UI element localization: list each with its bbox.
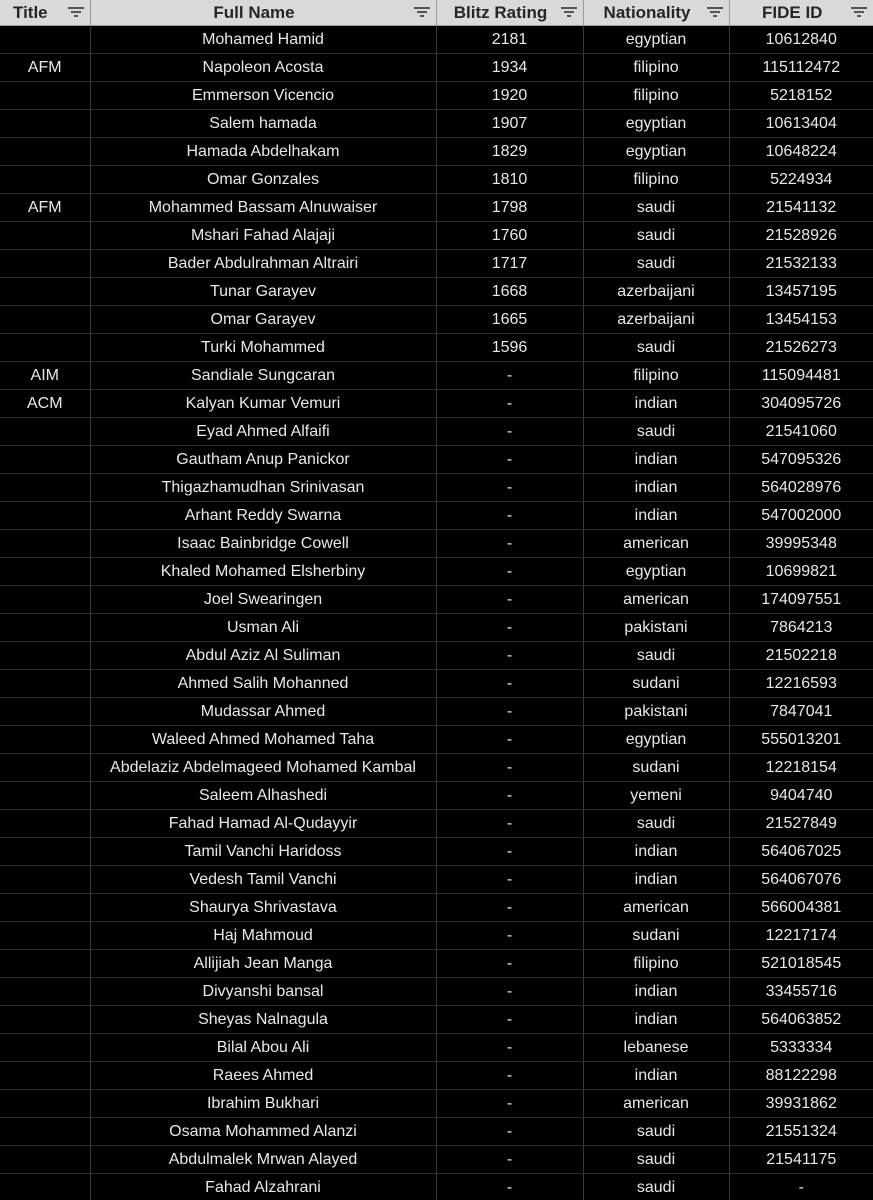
title-cell[interactable] (0, 1146, 90, 1174)
filter-icon-graphic (561, 5, 577, 19)
nationality-cell[interactable]: sudani (583, 754, 729, 782)
column-header-full-name[interactable] (90, 0, 436, 26)
fide-id-cell[interactable]: 39931862 (729, 1090, 873, 1118)
filter-icon[interactable] (414, 5, 430, 19)
title-cell[interactable] (0, 1174, 90, 1200)
blitz-rating-cell[interactable]: - (436, 1174, 583, 1200)
table-row (0, 1174, 873, 1200)
blitz-rating-cell[interactable]: - (436, 418, 583, 446)
blitz-rating-cell[interactable]: - (436, 810, 583, 838)
nationality-cell[interactable]: saudi (583, 418, 729, 446)
nationality-cell[interactable]: saudi (583, 810, 729, 838)
fide-id-cell[interactable]: - (729, 1174, 873, 1200)
table-row (0, 950, 873, 978)
blitz-rating-cell[interactable]: - (436, 866, 583, 894)
table-row (0, 1062, 873, 1090)
blitz-rating-cell[interactable]: - (436, 754, 583, 782)
nationality-cell[interactable]: indian (583, 1062, 729, 1090)
full-name-cell[interactable]: Vedesh Tamil Vanchi (90, 866, 436, 894)
filter-icon[interactable] (68, 5, 84, 19)
fide-id-cell[interactable]: 9404740 (729, 782, 873, 810)
nationality-cell[interactable]: azerbaijani (583, 278, 729, 306)
fide-id-cell[interactable]: 564028976 (729, 474, 873, 502)
title-cell[interactable] (0, 278, 90, 306)
nationality-cell[interactable]: saudi (583, 194, 729, 222)
blitz-rating-cell[interactable]: 1668 (436, 278, 583, 306)
table-row (0, 866, 873, 894)
nationality-cell[interactable]: saudi (583, 222, 729, 250)
blitz-rating-cell[interactable]: 1810 (436, 166, 583, 194)
full-name-cell[interactable]: Khaled Mohamed Elsherbiny (90, 558, 436, 586)
blitz-rating-cell[interactable]: 1934 (436, 54, 583, 82)
blitz-rating-cell[interactable]: - (436, 1006, 583, 1034)
table-row (0, 362, 873, 390)
full-name-cell[interactable]: Fahad Hamad Al-Qudayyir (90, 810, 436, 838)
title-cell[interactable] (0, 474, 90, 502)
column-header-label: Blitz Rating (453, 3, 548, 22)
fide-id-cell[interactable]: 33455716 (729, 978, 873, 1006)
column-header-blitz-rating[interactable] (436, 0, 583, 26)
nationality-cell[interactable]: azerbaijani (583, 306, 729, 334)
column-header-label: Nationality (603, 3, 691, 22)
filter-icon-graphic (707, 5, 723, 19)
blitz-rating-cell[interactable]: - (436, 502, 583, 530)
table-row (0, 894, 873, 922)
table-header (0, 0, 873, 26)
table-row (0, 26, 873, 54)
fide-id-cell[interactable]: 304095726 (729, 390, 873, 418)
table-row (0, 1006, 873, 1034)
table-row (0, 222, 873, 250)
table-row (0, 838, 873, 866)
full-name-cell[interactable]: Tamil Vanchi Haridoss (90, 838, 436, 866)
full-name-cell[interactable]: Ibrahim Bukhari (90, 1090, 436, 1118)
nationality-cell[interactable]: indian (583, 866, 729, 894)
nationality-cell[interactable]: pakistani (583, 698, 729, 726)
nationality-cell[interactable]: lebanese (583, 1034, 729, 1062)
table-row (0, 82, 873, 110)
blitz-rating-cell[interactable]: - (436, 446, 583, 474)
title-cell[interactable] (0, 418, 90, 446)
fide-id-cell[interactable]: 39995348 (729, 530, 873, 558)
title-cell[interactable] (0, 726, 90, 754)
title-cell[interactable] (0, 950, 90, 978)
full-name-cell[interactable]: Turki Mohammed (90, 334, 436, 362)
blitz-rating-cell[interactable]: 1907 (436, 110, 583, 138)
title-cell[interactable] (0, 754, 90, 782)
nationality-cell[interactable]: egyptian (583, 558, 729, 586)
table-row (0, 978, 873, 1006)
nationality-cell[interactable]: saudi (583, 1146, 729, 1174)
full-name-cell[interactable]: Sheyas Nalnagula (90, 1006, 436, 1034)
table-row (0, 502, 873, 530)
full-name-cell[interactable]: Joel Swearingen (90, 586, 436, 614)
full-name-cell[interactable]: Saleem Alhashedi (90, 782, 436, 810)
nationality-cell[interactable]: indian (583, 390, 729, 418)
full-name-cell[interactable]: Mohammed Bassam Alnuwaiser (90, 194, 436, 222)
nationality-cell[interactable]: saudi (583, 334, 729, 362)
blitz-rating-cell[interactable]: - (436, 586, 583, 614)
full-name-cell[interactable]: Mudassar Ahmed (90, 698, 436, 726)
table-row (0, 530, 873, 558)
title-cell[interactable] (0, 1090, 90, 1118)
fide-id-cell[interactable]: 521018545 (729, 950, 873, 978)
fide-id-cell[interactable]: 21541175 (729, 1146, 873, 1174)
fide-id-cell[interactable]: 21541132 (729, 194, 873, 222)
blitz-rating-cell[interactable]: - (436, 1118, 583, 1146)
blitz-rating-cell[interactable]: 1829 (436, 138, 583, 166)
table-row (0, 54, 873, 82)
nationality-cell[interactable]: indian (583, 838, 729, 866)
blitz-rating-cell[interactable]: - (436, 670, 583, 698)
filter-icon-graphic (851, 5, 867, 19)
table-row (0, 1034, 873, 1062)
column-header-label: Title (13, 3, 48, 22)
full-name-cell[interactable]: Omar Garayev (90, 306, 436, 334)
title-cell[interactable] (0, 866, 90, 894)
full-name-cell[interactable]: Salem hamada (90, 110, 436, 138)
nationality-cell[interactable]: filipino (583, 82, 729, 110)
fide-id-cell[interactable]: 21532133 (729, 250, 873, 278)
table-row (0, 754, 873, 782)
full-name-cell[interactable]: Bader Abdulrahman Altrairi (90, 250, 436, 278)
full-name-cell[interactable]: Hamada Abdelhakam (90, 138, 436, 166)
fide-id-cell[interactable]: 10699821 (729, 558, 873, 586)
table-row (0, 922, 873, 950)
header-row (0, 0, 873, 26)
blitz-rating-cell[interactable]: - (436, 362, 583, 390)
table-row (0, 446, 873, 474)
nationality-cell[interactable]: saudi (583, 1118, 729, 1146)
fide-id-cell[interactable]: 21551324 (729, 1118, 873, 1146)
table-row (0, 110, 873, 138)
table-row (0, 642, 873, 670)
column-header-fide-id[interactable] (729, 0, 873, 26)
nationality-cell[interactable]: saudi (583, 642, 729, 670)
table-row (0, 782, 873, 810)
title-cell[interactable] (0, 26, 90, 54)
table-row (0, 698, 873, 726)
nationality-cell[interactable]: sudani (583, 922, 729, 950)
table-row (0, 586, 873, 614)
title-cell[interactable] (0, 782, 90, 810)
title-cell[interactable] (0, 250, 90, 278)
nationality-cell[interactable]: filipino (583, 166, 729, 194)
blitz-rating-cell[interactable]: 1717 (436, 250, 583, 278)
full-name-cell[interactable]: Abdelaziz Abdelmageed Mohamed Kambal (90, 754, 436, 782)
blitz-rating-cell[interactable]: 2181 (436, 26, 583, 54)
full-name-cell[interactable]: Ahmed Salih Mohanned (90, 670, 436, 698)
title-cell[interactable] (0, 894, 90, 922)
table-row (0, 1118, 873, 1146)
full-name-cell[interactable]: Abdulmalek Mrwan Alayed (90, 1146, 436, 1174)
fide-id-cell[interactable]: 21541060 (729, 418, 873, 446)
full-name-cell[interactable]: Eyad Ahmed Alfaifi (90, 418, 436, 446)
blitz-rating-cell[interactable]: 1665 (436, 306, 583, 334)
fide-id-cell[interactable]: 88122298 (729, 1062, 873, 1090)
fide-id-cell[interactable]: 12217174 (729, 922, 873, 950)
nationality-cell[interactable]: indian (583, 474, 729, 502)
blitz-rating-cell[interactable]: - (436, 978, 583, 1006)
blitz-rating-cell[interactable]: - (436, 698, 583, 726)
fide-id-cell[interactable]: 564063852 (729, 1006, 873, 1034)
fide-id-cell[interactable]: 10612840 (729, 26, 873, 54)
title-cell[interactable] (0, 1118, 90, 1146)
fide-id-cell[interactable]: 21526273 (729, 334, 873, 362)
table-row (0, 670, 873, 698)
column-header-label: FIDE ID (762, 3, 823, 22)
title-cell[interactable] (0, 1006, 90, 1034)
full-name-cell[interactable]: Waleed Ahmed Mohamed Taha (90, 726, 436, 754)
full-name-cell[interactable]: Gautham Anup Panickor (90, 446, 436, 474)
full-name-cell[interactable]: Kalyan Kumar Vemuri (90, 390, 436, 418)
title-cell[interactable] (0, 810, 90, 838)
blitz-rating-cell[interactable]: - (436, 642, 583, 670)
nationality-cell[interactable]: filipino (583, 54, 729, 82)
blitz-rating-cell[interactable]: - (436, 1090, 583, 1118)
title-cell[interactable] (0, 922, 90, 950)
full-name-cell[interactable]: Emmerson Vicencio (90, 82, 436, 110)
blitz-rating-cell[interactable]: - (436, 782, 583, 810)
full-name-cell[interactable]: Thigazhamudhan Srinivasan (90, 474, 436, 502)
table-row (0, 1090, 873, 1118)
table-row (0, 614, 873, 642)
blitz-rating-cell[interactable]: - (436, 838, 583, 866)
full-name-cell[interactable]: Fahad Alzahrani (90, 1174, 436, 1200)
nationality-cell[interactable]: yemeni (583, 782, 729, 810)
blitz-rating-cell[interactable]: - (436, 726, 583, 754)
full-name-cell[interactable]: Napoleon Acosta (90, 54, 436, 82)
fide-id-cell[interactable]: 5333334 (729, 1034, 873, 1062)
blitz-rating-cell[interactable]: 1920 (436, 82, 583, 110)
filter-icon[interactable] (561, 5, 577, 19)
table-row (0, 138, 873, 166)
title-cell[interactable] (0, 978, 90, 1006)
nationality-cell[interactable]: american (583, 586, 729, 614)
blitz-rating-cell[interactable]: - (436, 390, 583, 418)
title-cell[interactable] (0, 138, 90, 166)
fide-id-cell[interactable]: 115112472 (729, 54, 873, 82)
blitz-rating-cell[interactable]: - (436, 558, 583, 586)
full-name-cell[interactable]: Arhant Reddy Swarna (90, 502, 436, 530)
table-row (0, 278, 873, 306)
full-name-cell[interactable]: Omar Gonzales (90, 166, 436, 194)
fide-id-cell[interactable]: 21502218 (729, 642, 873, 670)
nationality-cell[interactable]: american (583, 1090, 729, 1118)
fide-id-cell[interactable]: 547002000 (729, 502, 873, 530)
full-name-cell[interactable]: Isaac Bainbridge Cowell (90, 530, 436, 558)
nationality-cell[interactable]: egyptian (583, 26, 729, 54)
nationality-cell[interactable]: american (583, 894, 729, 922)
full-name-cell[interactable]: Tunar Garayev (90, 278, 436, 306)
title-cell[interactable]: AIM (0, 362, 90, 390)
full-name-cell[interactable]: Osama Mohammed Alanzi (90, 1118, 436, 1146)
full-name-cell[interactable]: Sandiale Sungcaran (90, 362, 436, 390)
full-name-cell[interactable]: Usman Ali (90, 614, 436, 642)
blitz-rating-cell[interactable]: 1798 (436, 194, 583, 222)
table-row (0, 558, 873, 586)
filter-icon[interactable] (707, 5, 723, 19)
fide-id-cell[interactable]: 13457195 (729, 278, 873, 306)
full-name-cell[interactable]: Mshari Fahad Alajaji (90, 222, 436, 250)
title-cell[interactable]: ACM (0, 390, 90, 418)
table-row (0, 474, 873, 502)
full-name-cell[interactable]: Mohamed Hamid (90, 26, 436, 54)
fide-id-cell[interactable]: 555013201 (729, 726, 873, 754)
nationality-cell[interactable]: filipino (583, 362, 729, 390)
title-cell[interactable] (0, 670, 90, 698)
full-name-cell[interactable]: Divyanshi bansal (90, 978, 436, 1006)
nationality-cell[interactable]: american (583, 530, 729, 558)
table-row (0, 306, 873, 334)
title-cell[interactable] (0, 82, 90, 110)
table-row (0, 810, 873, 838)
filter-icon[interactable] (851, 5, 867, 19)
table-row (0, 726, 873, 754)
fide-id-cell[interactable]: 13454153 (729, 306, 873, 334)
blitz-rating-cell[interactable]: - (436, 1034, 583, 1062)
title-cell[interactable] (0, 698, 90, 726)
fide-id-cell[interactable]: 5218152 (729, 82, 873, 110)
title-cell[interactable]: AFM (0, 194, 90, 222)
title-cell[interactable] (0, 1062, 90, 1090)
nationality-cell[interactable]: indian (583, 446, 729, 474)
column-header-label: Full Name (213, 3, 295, 22)
full-name-cell[interactable]: Bilal Abou Ali (90, 1034, 436, 1062)
blitz-rating-cell[interactable]: - (436, 1146, 583, 1174)
table-row (0, 194, 873, 222)
column-header-nationality[interactable] (583, 0, 729, 26)
full-name-cell[interactable]: Shaurya Shrivastava (90, 894, 436, 922)
fide-id-cell[interactable]: 10613404 (729, 110, 873, 138)
table-row (0, 1146, 873, 1174)
fide-id-cell[interactable]: 12216593 (729, 670, 873, 698)
full-name-cell[interactable]: Raees Ahmed (90, 1062, 436, 1090)
fide-id-cell[interactable]: 10648224 (729, 138, 873, 166)
title-cell[interactable] (0, 166, 90, 194)
title-cell[interactable] (0, 334, 90, 362)
nationality-cell[interactable]: indian (583, 502, 729, 530)
table-row (0, 166, 873, 194)
fide-id-cell[interactable]: 21527849 (729, 810, 873, 838)
table-row (0, 390, 873, 418)
fide-id-cell[interactable]: 21528926 (729, 222, 873, 250)
nationality-cell[interactable]: saudi (583, 1174, 729, 1200)
blitz-rating-cell[interactable]: - (436, 894, 583, 922)
nationality-cell[interactable]: indian (583, 1006, 729, 1034)
title-cell[interactable] (0, 614, 90, 642)
fide-id-cell[interactable]: 564067076 (729, 866, 873, 894)
nationality-cell[interactable]: egyptian (583, 726, 729, 754)
blitz-rating-cell[interactable]: - (436, 474, 583, 502)
fide-id-cell[interactable]: 5224934 (729, 166, 873, 194)
fide-id-cell[interactable]: 12218154 (729, 754, 873, 782)
nationality-cell[interactable]: egyptian (583, 110, 729, 138)
full-name-cell[interactable]: Abdul Aziz Al Suliman (90, 642, 436, 670)
full-name-cell[interactable]: Haj Mahmoud (90, 922, 436, 950)
title-cell[interactable] (0, 1034, 90, 1062)
full-name-cell[interactable]: Allijiah Jean Manga (90, 950, 436, 978)
fide-id-cell[interactable]: 115094481 (729, 362, 873, 390)
fide-id-cell[interactable]: 566004381 (729, 894, 873, 922)
title-cell[interactable] (0, 502, 90, 530)
fide-id-cell[interactable]: 564067025 (729, 838, 873, 866)
title-cell[interactable] (0, 838, 90, 866)
blitz-rating-cell[interactable]: - (436, 922, 583, 950)
title-cell[interactable] (0, 558, 90, 586)
fide-id-cell[interactable]: 547095326 (729, 446, 873, 474)
blitz-rating-cell[interactable]: 1596 (436, 334, 583, 362)
blitz-rating-cell[interactable]: 1760 (436, 222, 583, 250)
title-cell[interactable] (0, 586, 90, 614)
title-cell[interactable] (0, 110, 90, 138)
nationality-cell[interactable]: pakistani (583, 614, 729, 642)
blitz-rating-cell[interactable]: - (436, 614, 583, 642)
column-header-title[interactable] (0, 0, 90, 26)
table-body (0, 26, 873, 1200)
blitz-rating-cell[interactable]: - (436, 530, 583, 558)
nationality-cell[interactable]: indian (583, 978, 729, 1006)
table-row (0, 334, 873, 362)
nationality-cell[interactable]: filipino (583, 950, 729, 978)
filter-icon-graphic (414, 5, 430, 19)
nationality-cell[interactable]: sudani (583, 670, 729, 698)
nationality-cell[interactable]: egyptian (583, 138, 729, 166)
title-cell[interactable] (0, 642, 90, 670)
fide-id-cell[interactable]: 7847041 (729, 698, 873, 726)
title-cell[interactable]: AFM (0, 54, 90, 82)
title-cell[interactable] (0, 446, 90, 474)
blitz-rating-cell[interactable]: - (436, 950, 583, 978)
fide-id-cell[interactable]: 174097551 (729, 586, 873, 614)
blitz-rating-cell[interactable]: - (436, 1062, 583, 1090)
fide-id-cell[interactable]: 7864213 (729, 614, 873, 642)
filter-icon-graphic (68, 5, 84, 19)
title-cell[interactable] (0, 222, 90, 250)
table-row (0, 418, 873, 446)
table-row (0, 250, 873, 278)
title-cell[interactable] (0, 306, 90, 334)
nationality-cell[interactable]: saudi (583, 250, 729, 278)
title-cell[interactable] (0, 530, 90, 558)
